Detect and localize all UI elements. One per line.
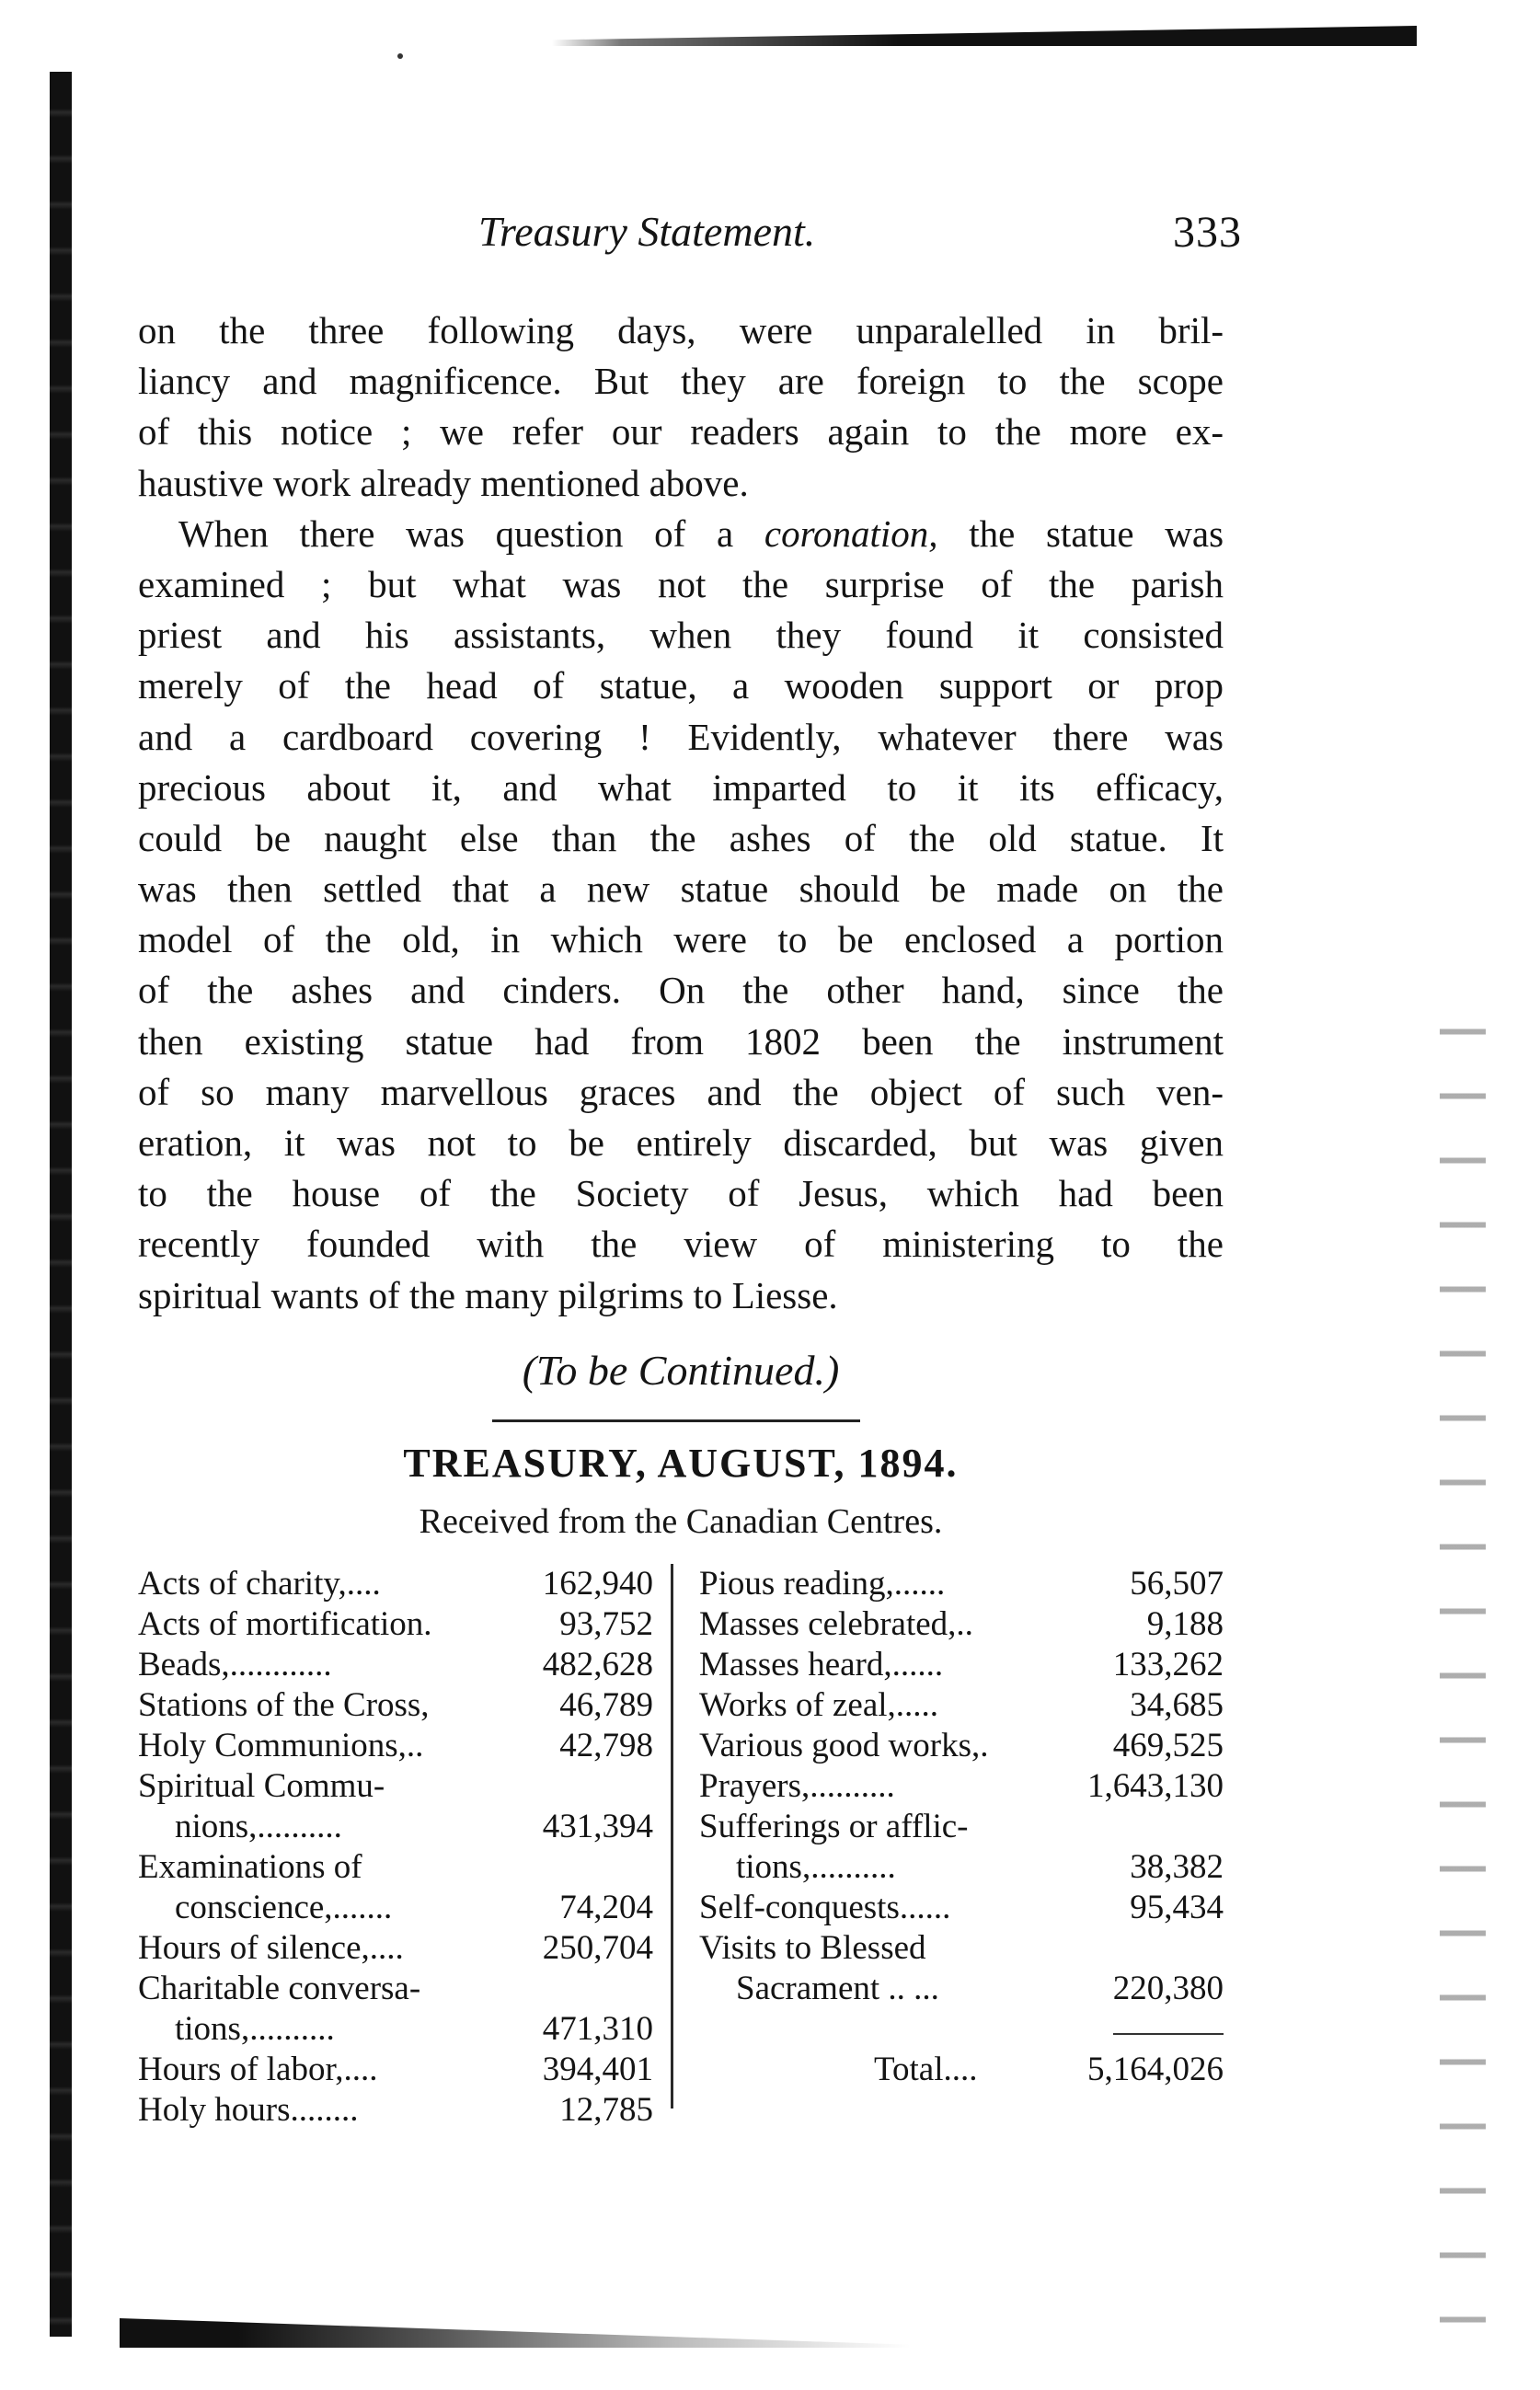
row-value: 394,401 (542, 2051, 653, 2088)
row-value: 42,798 (559, 1727, 653, 1764)
row-value: 471,310 (542, 2010, 653, 2048)
row-label: Acts of charity,.... (138, 1565, 381, 1603)
row-label: nions,.......... (175, 1808, 342, 1845)
row-label: Beads,............ (138, 1646, 332, 1683)
text-line: to the house of the Society of Jesus, which had been (138, 1172, 1224, 1215)
text-line: liancy and magnificence. But they are foreign to the scope (138, 360, 1224, 403)
row-label: Masses celebrated,.. (699, 1605, 973, 1643)
row-label: Masses heard,...... (699, 1646, 944, 1683)
table-row (138, 1564, 653, 1604)
text-line: eration, it was not to be entirely discarded, but was given (138, 1121, 1224, 1164)
row-label: tions,.......... (736, 1848, 896, 1886)
row-value: 250,704 (542, 1929, 653, 1967)
scan-edge-top (552, 26, 1417, 46)
running-title: Treasury Statement. (478, 208, 816, 255)
table-row (699, 1969, 1224, 2009)
row-label: Hours of labor,.... (138, 2051, 378, 2088)
treasury-right-column (699, 1564, 1224, 2090)
total-value: 5,164,026 (1087, 2051, 1224, 2088)
spacer-row (699, 2009, 1224, 2050)
total-row (699, 2050, 1224, 2090)
table-row (138, 1807, 653, 1847)
text-line: spiritual wants of the many pilgrims to Liesse. (138, 1273, 838, 1316)
row-value: 1,643,130 (1087, 1767, 1224, 1805)
table-row (138, 1847, 653, 1888)
treasury-left-column (138, 1564, 653, 2131)
column-divider (671, 1564, 673, 2108)
scan-edge-left (50, 72, 72, 2337)
row-label: Holy Communions,.. (138, 1727, 424, 1764)
scan-speck (397, 53, 403, 59)
row-label: Stations of the Cross, (138, 1686, 430, 1724)
row-label: Various good works,. (699, 1727, 989, 1764)
italic-word: coronation, (764, 511, 938, 555)
table-row (699, 1766, 1224, 1807)
text-line: of the ashes and cinders. On the other hand, since the (138, 969, 1224, 1012)
row-label: Examinations of (138, 1848, 362, 1886)
table-row (138, 2090, 653, 2131)
row-label: Works of zeal,..... (699, 1686, 939, 1724)
table-row (138, 1766, 653, 1807)
table-row (138, 1928, 653, 1969)
treasury-subheading: Received from the Canadian Centres. (419, 1502, 943, 1541)
table-row (699, 1807, 1224, 1847)
total-label: Total.... (874, 2051, 978, 2088)
row-label: Visits to Blessed (699, 1929, 926, 1967)
row-label: Spiritual Commu- (138, 1767, 385, 1805)
text-line: merely of the head of statue, a wooden support or prop (138, 664, 1224, 707)
text-line: precious about it, and what imparted to it its efficacy, (138, 765, 1224, 809)
text-line: When there was question of a coronation, the statue was (178, 511, 1224, 555)
table-row (138, 1969, 653, 2009)
section-rule (492, 1419, 860, 1422)
row-label: conscience,....... (175, 1889, 393, 1926)
text-line: model of the old, in which were to be enclosed a portion (138, 918, 1224, 961)
table-row (699, 1847, 1224, 1888)
row-value: 12,785 (559, 2091, 653, 2129)
row-value: 469,525 (1112, 1727, 1224, 1764)
treasury-heading: TREASURY, AUGUST, 1894. (403, 1441, 959, 1486)
to-be-continued: (To be Continued.) (522, 1347, 840, 1394)
text-line: haustive work already mentioned above. (138, 461, 749, 504)
text-line: of so many marvellous graces and the object of such ven- (138, 1070, 1224, 1113)
row-label: Acts of mortification. (138, 1605, 432, 1643)
scan-specks-right (1440, 1003, 1486, 2355)
row-label: Sufferings or afflic- (699, 1808, 969, 1845)
row-label: Hours of silence,.... (138, 1929, 404, 1967)
text-line: was then settled that a new statue should be made on the (138, 868, 1224, 911)
table-row (699, 1888, 1224, 1928)
row-label: Holy hours........ (138, 2091, 359, 2129)
table-row (699, 1928, 1224, 1969)
table-row (138, 1726, 653, 1766)
row-value: 431,394 (542, 1808, 653, 1845)
row-label: Charitable conversa- (138, 1970, 421, 2007)
table-row (138, 2050, 653, 2090)
table-row (138, 1604, 653, 1645)
table-row (699, 1685, 1224, 1726)
text-line: could be naught else than the ashes of the old statue. It (138, 816, 1224, 859)
table-row (699, 1726, 1224, 1766)
row-value: 482,628 (542, 1646, 653, 1683)
total-rule (1113, 2033, 1224, 2035)
table-row (699, 1645, 1224, 1685)
body-text (138, 305, 1224, 1321)
row-value: 95,434 (1130, 1889, 1224, 1926)
row-value: 38,382 (1130, 1848, 1224, 1886)
row-value: 133,262 (1112, 1646, 1224, 1683)
row-label: tions,.......... (175, 2010, 335, 2048)
text-line: and a cardboard covering ! Evidently, whatever there was (138, 715, 1224, 758)
row-label: Sacrament .. ... (736, 1970, 939, 2007)
table-row (138, 1645, 653, 1685)
row-value: 162,940 (542, 1565, 653, 1603)
table-row (699, 1604, 1224, 1645)
text-line: priest and his assistants, when they found it consisted (138, 614, 1224, 657)
row-value: 9,188 (1146, 1605, 1224, 1643)
text-line: on the three following days, were unparalelled in bril- (138, 309, 1224, 351)
row-value: 74,204 (559, 1889, 653, 1926)
row-label: Self-conquests...... (699, 1889, 951, 1926)
scan-edge-bottom (120, 2318, 911, 2348)
text-line: of this notice ; we refer our readers again to the more ex- (138, 410, 1224, 454)
row-value: 56,507 (1130, 1565, 1224, 1603)
text-line: examined ; but what was not the surprise of the parish (138, 562, 1224, 605)
row-value: 46,789 (559, 1686, 653, 1724)
row-label: Pious reading,...... (699, 1565, 946, 1603)
row-label: Prayers,.......... (699, 1767, 895, 1805)
row-value: 34,685 (1130, 1686, 1224, 1724)
table-row (138, 2009, 653, 2050)
row-value: 220,380 (1112, 1970, 1224, 2007)
text-line: then existing statue had from 1802 been the instrument (138, 1019, 1224, 1063)
text-line: recently founded with the view of ministering to the (138, 1223, 1224, 1266)
page-number: 333 (1173, 208, 1242, 257)
table-row (699, 1564, 1224, 1604)
row-value: 93,752 (559, 1605, 653, 1643)
running-head (138, 207, 1242, 262)
table-row (138, 1888, 653, 1928)
table-row (138, 1685, 653, 1726)
